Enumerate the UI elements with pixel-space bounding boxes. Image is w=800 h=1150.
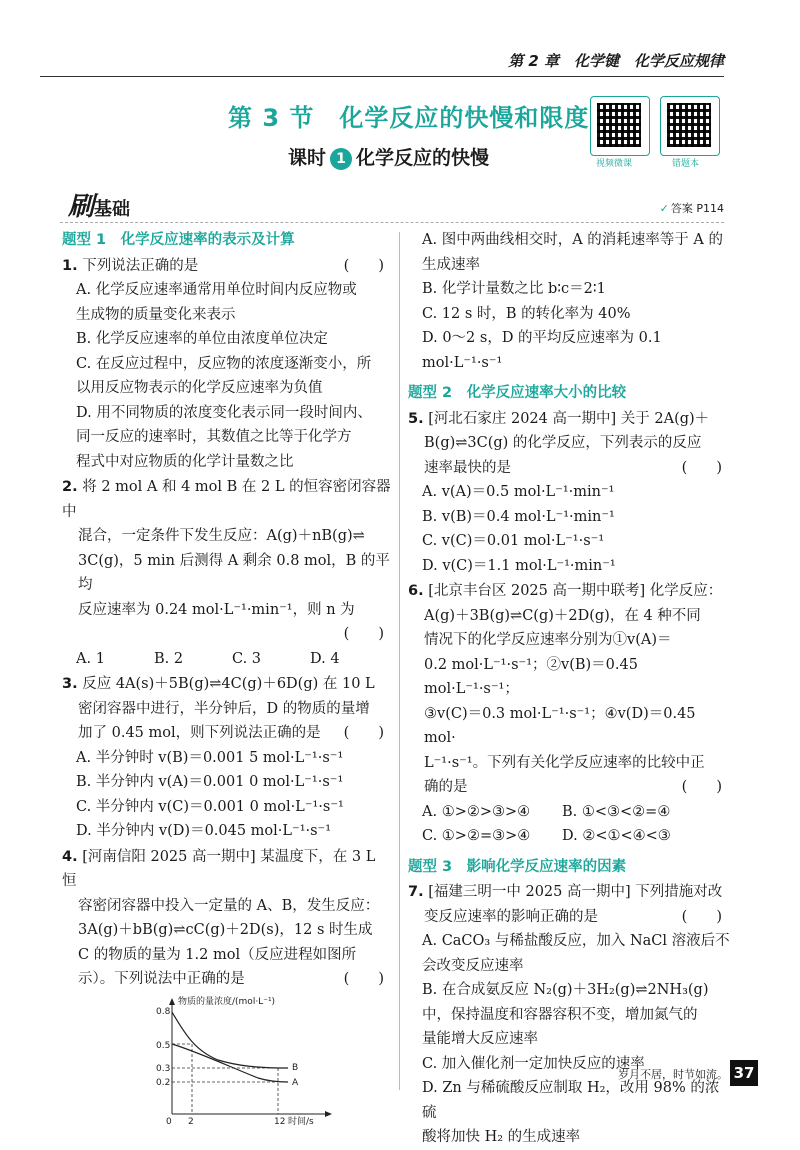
question-2 [62, 475, 392, 671]
x-tick-0: 0 [166, 1116, 172, 1126]
q-stem-line: 示）。下列说法中正确的是 [78, 971, 245, 987]
qr-caption-video: 视频微课 [596, 159, 633, 169]
q-number: 3. [62, 676, 78, 692]
lesson-title [288, 143, 489, 170]
q-stem: 将 2 mol A 和 4 mol B 在 2 L 的恒容密闭容器中 [62, 479, 391, 520]
basic-banner [68, 186, 130, 223]
q-stem-line: 3C(g)，5 min 后测得 A 剩余 0.8 mol，B 的平均 [78, 552, 390, 593]
q-stem-line: 加了 0.45 mol，则下列说法正确的是 [78, 725, 321, 741]
right-column [408, 228, 730, 1150]
option-b: B. 在合成氨反应 N₂(g)＋3H₂(g)⇌2NH₃(g) [422, 982, 709, 998]
type-2-heading: 题型 2 化学反应速率大小的比较 [408, 385, 627, 401]
type-1-heading: 题型 1 化学反应速率的表示及计算 [62, 232, 295, 248]
lesson-prefix: 课时 [288, 147, 327, 169]
q-stem-line: 速率最快的是 [424, 459, 511, 476]
x-tick-12: 12 [274, 1116, 286, 1126]
option-a: A. 1 [76, 650, 105, 667]
qr-code-icon [667, 103, 711, 147]
q-stem: [河南信阳 2025 高一期中] 某温度下，在 3 L 恒 [62, 848, 376, 889]
q-number: 2. [62, 479, 78, 495]
option-b: B. v(B)＝0.4 mol·L⁻¹·min⁻¹ [422, 508, 615, 525]
option-d: D. 0～2 s，D 的平均反应速率为 0.1 mol·L⁻¹·s⁻¹ [422, 330, 662, 371]
options-row [62, 647, 392, 672]
option-d: D. Zn 与稀硫酸反应制取 H₂，改用 98% 的浓硫 [422, 1080, 720, 1121]
q-stem-line: 混合，一定条件下发生反应：A(g)＋nB(g)⇌ [78, 528, 365, 544]
curve-b-label: B [292, 1062, 299, 1073]
q-stem-line: 0.2 mol·L⁻¹·s⁻¹；②v(B)＝0.45 mol·L⁻¹·s⁻¹； [424, 656, 638, 697]
question-5 [408, 407, 730, 579]
answer-blank: ( ) [343, 257, 384, 274]
qr-code-video[interactable] [590, 96, 650, 156]
option-c: C. ①>②=③>④ [422, 828, 531, 844]
header-rule [40, 76, 724, 77]
shua-glyph: 刷 [68, 192, 95, 222]
answer-blank: ( ) [681, 459, 722, 476]
question-4-options [408, 228, 730, 375]
answer-blank: ( ) [343, 725, 384, 741]
q-stem-line: 情况下的化学反应速率分别为①v(A)＝ [424, 632, 672, 648]
check-icon: ✓ [659, 202, 669, 215]
option-d: D. 用不同物质的浓度变化表示同一段时间内、 [76, 404, 372, 421]
option-d-cont: 酸将加快 H₂ 的生成速率 [422, 1129, 581, 1145]
y-tick-0.8: 0.8 [156, 1006, 171, 1017]
q-stem-line: B(g)⇌3C(g) 的化学反应，下列表示的反应 [424, 435, 702, 451]
question-7 [408, 880, 730, 1150]
q-stem-line: 密闭容器中进行，半分钟后，D 的物质的量增 [78, 700, 370, 717]
y-arrow-icon [169, 998, 175, 1005]
option-d: D. 半分钟内 v(D)＝0.045 mol·L⁻¹·s⁻¹ [76, 823, 332, 839]
q-stem: [河北石家庄 2024 高一期中] 关于 2A(g)＋ [428, 410, 710, 427]
option-a-cont: 生成物的质量变化来表示 [76, 306, 236, 323]
question-3 [62, 672, 392, 844]
q-stem-line: 变反应速率的影响正确的是 [424, 908, 598, 925]
q-number: 5. [408, 410, 424, 427]
option-a-cont: 会改变反应速率 [422, 957, 524, 974]
question-4 [62, 845, 392, 1135]
q-stem: [北京丰台区 2025 高一期中联考] 化学反应： [428, 583, 723, 599]
q-stem: [福建三明一中 2025 高一期中] 下列措施对改 [428, 884, 723, 900]
y-axis-label: 物质的量浓度/(mol·L⁻¹) [178, 996, 276, 1007]
concentration-time-graph [138, 996, 368, 1126]
option-d: D. 4 [310, 650, 340, 667]
answer-blank: ( ) [343, 971, 384, 987]
q-stem-line: L⁻¹·s⁻¹。下列有关化学反应速率的比较中正 [424, 754, 705, 771]
option-a: A. 半分钟时 v(B)＝0.001 5 mol·L⁻¹·s⁻¹ [76, 749, 344, 766]
lesson-name: 化学反应的快慢 [356, 147, 490, 169]
option-b-cont: 量能增大反应速率 [422, 1031, 538, 1047]
x-axis-label: 时间/s [288, 1116, 314, 1126]
option-d-cont: 同一反应的速率时，其数值之比等于化学方 [76, 429, 352, 445]
option-b-cont: 中，保持温度和容器容积不变，增加氮气的 [422, 1006, 698, 1023]
section-title: 第 3 节 化学反应的快慢和限度 [228, 104, 590, 132]
answer-ref [660, 200, 724, 216]
q-stem-line: A(g)＋3B(g)⇌C(g)＋2D(g)，在 4 种不同 [424, 607, 701, 624]
qr-caption-errors: 错题本 [672, 159, 700, 169]
answer-blank: ( ) [681, 779, 722, 795]
answer-page: 答案 P114 [670, 202, 724, 215]
qr-code-errors[interactable] [660, 96, 720, 156]
option-a-cont: 生成速率 [422, 256, 480, 273]
q-stem: 反应 4A(s)＋5B(g)⇌4C(g)＋6D(g) 在 10 L [82, 676, 375, 692]
q-stem-line: ③v(C)＝0.3 mol·L⁻¹·s⁻¹；④v(D)＝0.45 mol· [424, 705, 696, 746]
option-c-cont: 以用反应物表示的化学反应速率为负值 [76, 380, 323, 396]
question-1 [62, 254, 392, 475]
answer-blank: ( ) [343, 626, 384, 642]
option-a: A. 图中两曲线相交时，A 的消耗速率等于 A 的 [422, 232, 723, 248]
q-stem-line: 确的是 [424, 779, 468, 795]
option-b: B. 化学计量数之比 b∶c＝2∶1 [422, 281, 606, 297]
q-stem-line: 容密闭容器中投入一定量的 A、B，发生反应： [78, 897, 380, 914]
column-divider [399, 232, 400, 1090]
y-tick-0.2: 0.2 [156, 1077, 171, 1088]
option-a: A. 化学反应速率通常用单位时间内反应物或 [76, 282, 357, 298]
x-tick-2: 2 [188, 1116, 194, 1126]
option-b: B. 2 [154, 650, 184, 667]
options-row [408, 800, 730, 825]
qr-code-icon [597, 103, 641, 147]
curve-a-label: A [292, 1077, 299, 1088]
option-c: C. 3 [232, 650, 262, 667]
answer-blank: ( ) [681, 908, 722, 925]
left-column [62, 228, 392, 1134]
page-number: 37 [730, 1060, 758, 1086]
type-3-heading: 题型 3 影响化学反应速率的因素 [408, 858, 627, 875]
banner-label: 基础 [94, 199, 131, 220]
option-c: C. v(C)＝0.01 mol·L⁻¹·s⁻¹ [422, 533, 605, 549]
option-b: B. 半分钟内 v(A)＝0.001 0 mol·L⁻¹·s⁻¹ [76, 774, 344, 790]
option-d: D. ②<①<④<③ [562, 828, 671, 844]
q-number: 7. [408, 884, 424, 900]
q-number: 6. [408, 583, 424, 599]
option-b: B. ①<③<②=④ [562, 803, 671, 820]
q-number: 1. [62, 257, 78, 274]
footer-motto: 岁月不居，时节如流。 [618, 1068, 728, 1081]
y-tick-0.3: 0.3 [156, 1063, 171, 1074]
option-c: C. 在反应过程中，反应物的浓度逐渐变小，所 [76, 355, 372, 372]
chapter-header: 第 2 章 化学键 化学反应规律 [508, 52, 724, 70]
y-tick-0.5: 0.5 [156, 1040, 171, 1051]
lesson-number-badge: 1 [330, 148, 352, 170]
option-d: D. v(C)＝1.1 mol·L⁻¹·min⁻¹ [422, 557, 616, 574]
x-arrow-icon [325, 1111, 332, 1117]
option-a: A. v(A)＝0.5 mol·L⁻¹·min⁻¹ [422, 484, 615, 500]
curve-a [172, 1012, 288, 1068]
option-b: B. 化学反应速率的单位由浓度单位决定 [76, 331, 328, 347]
q-stem-line: 3A(g)＋bB(g)⇌cC(g)＋2D(s)，12 s 时生成 [78, 922, 373, 938]
q-number: 4. [62, 848, 78, 865]
divider [60, 222, 724, 223]
option-a: A. ①>②>③>④ [422, 803, 531, 820]
option-c: C. 加入催化剂一定加快反应的速率 [422, 1055, 645, 1072]
option-c: C. 半分钟内 v(C)＝0.001 0 mol·L⁻¹·s⁻¹ [76, 798, 344, 815]
q-stem-line: 反应速率为 0.24 mol·L⁻¹·min⁻¹，则 n 为 [78, 601, 355, 618]
q-stem: 下列说法正确的是 [82, 257, 199, 274]
option-c: C. 12 s 时，B 的转化率为 40% [422, 305, 631, 322]
question-6 [408, 579, 730, 849]
q-stem-line: C 的物质的量为 1.2 mol（反应进程如图所 [78, 946, 357, 963]
options-row [408, 824, 730, 849]
option-a: A. CaCO₃ 与稀盐酸反应，加入 NaCl 溶液后不 [422, 933, 730, 949]
option-d-cont: 程式中对应物质的化学计量数之比 [76, 453, 294, 470]
